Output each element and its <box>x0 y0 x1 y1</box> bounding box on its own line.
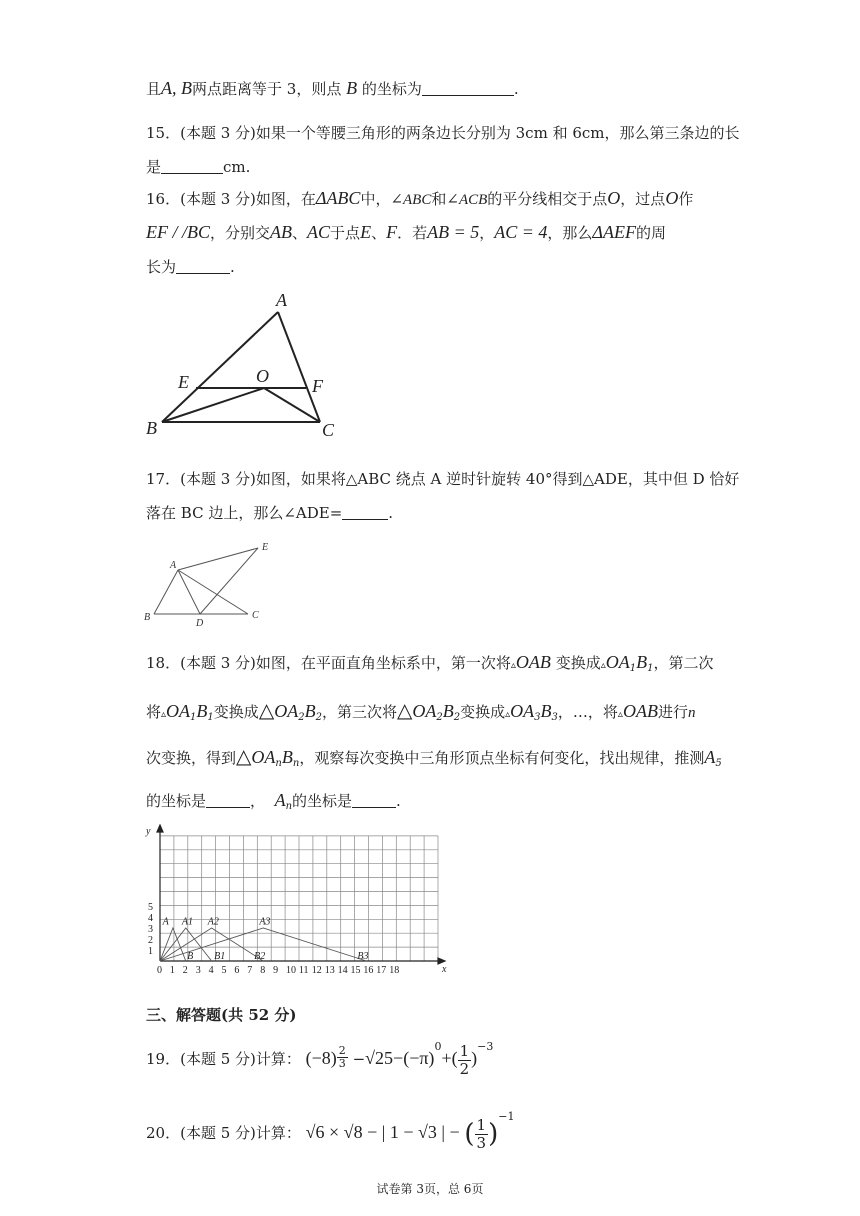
point-label-a2: A2 <box>207 916 219 928</box>
x-tick-label: 1 <box>169 965 175 976</box>
answer-blank[interactable] <box>176 259 230 274</box>
answer-blank[interactable] <box>352 793 396 808</box>
right-paren: ) <box>488 1119 499 1149</box>
y-axis-label: y <box>146 826 151 837</box>
y-tick-label: 2 <box>148 935 153 946</box>
x-tick-label: 6 <box>234 965 240 976</box>
x-tick-label: 16 <box>363 965 374 976</box>
x-tick-label: 3 <box>195 965 201 976</box>
x-tick-label: 13 <box>324 965 335 976</box>
label-c: C <box>322 420 335 440</box>
rotation-figure-q17 <box>140 538 280 628</box>
answer-blank[interactable] <box>342 505 388 520</box>
segment-de <box>200 548 258 614</box>
coordinate-grid-figure-q18 <box>142 824 452 976</box>
x-tick-label: 4 <box>208 965 214 976</box>
question-18-line4: 的坐标是 ， $A_n$的坐标是 . <box>146 790 401 812</box>
question-18-line2: 将$▵OA_1B_1$变换成$\triangle OA_2B_2$，第三次将$\triangle OA_2B_2$变换成$▵OA_3B_3$，…，将▵OAB进行n <box>146 698 696 723</box>
x-tick-label: 11 <box>298 965 309 976</box>
question-20: 20．(本题 5 分)计算： √6 × √8 − | 1 − √3 | − ( $\frac{1}{3}$ )$^{-1}$ <box>146 1110 515 1152</box>
segment-ac <box>278 312 320 422</box>
point-label-a1: A1 <box>181 916 194 928</box>
x-tick-label: 10 <box>286 965 296 976</box>
label-d: D <box>196 618 204 628</box>
y-tick-label: 3 <box>148 924 153 935</box>
point-label-a: A <box>162 916 169 928</box>
point-label-b3: B3 <box>357 950 369 962</box>
segment-ab <box>154 570 178 614</box>
label-o: O <box>256 366 269 386</box>
label-f: F <box>312 376 323 396</box>
question-17-line2: 落在 BC 边上，那么∠ADE= . <box>146 504 394 522</box>
fraction-one-half: $\frac{1}{2}$ <box>459 1041 470 1078</box>
x-tick-label: 0 <box>157 965 162 976</box>
x-tick-label: 15 <box>350 965 361 976</box>
segment-bo <box>162 388 264 422</box>
y-tick-label: 5 <box>148 902 153 913</box>
x-tick-label: 18 <box>389 965 400 976</box>
point-label-b: B <box>187 950 194 962</box>
x-axis-label: x <box>442 964 447 975</box>
answer-blank[interactable] <box>206 793 250 808</box>
label-e: E <box>262 542 269 553</box>
question-19: 19．(本题 5 分)计算： (−8) $\frac{2}{3}$ $-√25-(-\pi)^0+$( $\frac{1}{2}$ )$^{-3}$ <box>146 1040 494 1078</box>
exponent-fraction: $\frac{2}{3}$ <box>338 1044 346 1070</box>
answer-blank[interactable] <box>161 159 223 174</box>
question-15-line1: 15．(本题 3 分)如果一个等腰三角形的两条边长分别为 3cm 和 6cm，那么第三条边的长 <box>146 124 740 142</box>
question-18-line1: 18．(本题 3 分)如图，在平面直角坐标系中，第一次将▵OAB 变换成$▵OA_1B_1$，第二次 <box>146 652 714 674</box>
y-axis-arrow <box>157 825 163 832</box>
label-c: C <box>252 610 259 621</box>
x-tick-label: 17 <box>376 965 387 976</box>
x-tick-label: 5 <box>221 965 227 976</box>
section-heading: 三、解答题(共 52 分) <box>146 1006 297 1024</box>
answer-blank[interactable] <box>422 81 514 96</box>
question-16-line2: EF / /BC，分别交AB、AC于点E、F．若AB = 5，AC = 4，那么ΔAEF的周 <box>146 222 666 242</box>
x-tick-label: 2 <box>182 965 188 976</box>
y-tick-label: 1 <box>148 946 153 957</box>
q14-continuation: 且A, B两点距离等于 3，则点 B 的坐标为 . <box>146 78 519 98</box>
left-paren: ( <box>464 1119 475 1149</box>
fraction-one-third: $\frac{1}{3}$ <box>476 1115 487 1152</box>
x-tick-label: 14 <box>337 965 348 976</box>
page-footer: 试卷第 3页，总 6页 <box>376 1182 484 1196</box>
x-tick-label: 9 <box>273 965 279 976</box>
label-a: A <box>276 290 287 310</box>
label-e: E <box>178 372 189 392</box>
point-label-b1: B1 <box>214 950 226 962</box>
segment-ae <box>178 548 258 570</box>
x-tick-label: 12 <box>311 965 322 976</box>
question-16-line1: 16．(本题 3 分)如图，在ΔABC中，∠ABC和∠ACB的平分线相交于点O，过点O作 <box>146 188 694 208</box>
question-15-line2: 是 cm. <box>146 158 251 176</box>
label-b: B <box>146 418 157 438</box>
x-tick-label: 7 <box>247 965 253 976</box>
triangle-figure-q16 <box>140 288 350 440</box>
y-tick-label: 4 <box>148 913 153 924</box>
label-b: B <box>144 612 151 623</box>
question-18-line3: 次变换，得到$\triangle OA_nB_n$，观察每次变换中三角形顶点坐标有何变化，找出规律，推测$A_5$ <box>146 744 722 769</box>
point-label-a3: A3 <box>259 916 271 928</box>
point-label-b2: B2 <box>254 950 266 962</box>
question-16-line3: 长为 . <box>146 258 235 276</box>
question-17-line1: 17．(本题 3 分)如图，如果将△ABC 绕点 A 逆时针旋转 40°得到△ADE，其中但 D 恰好 <box>146 470 740 488</box>
label-a: A <box>170 560 177 571</box>
x-tick-label: 8 <box>260 965 266 976</box>
